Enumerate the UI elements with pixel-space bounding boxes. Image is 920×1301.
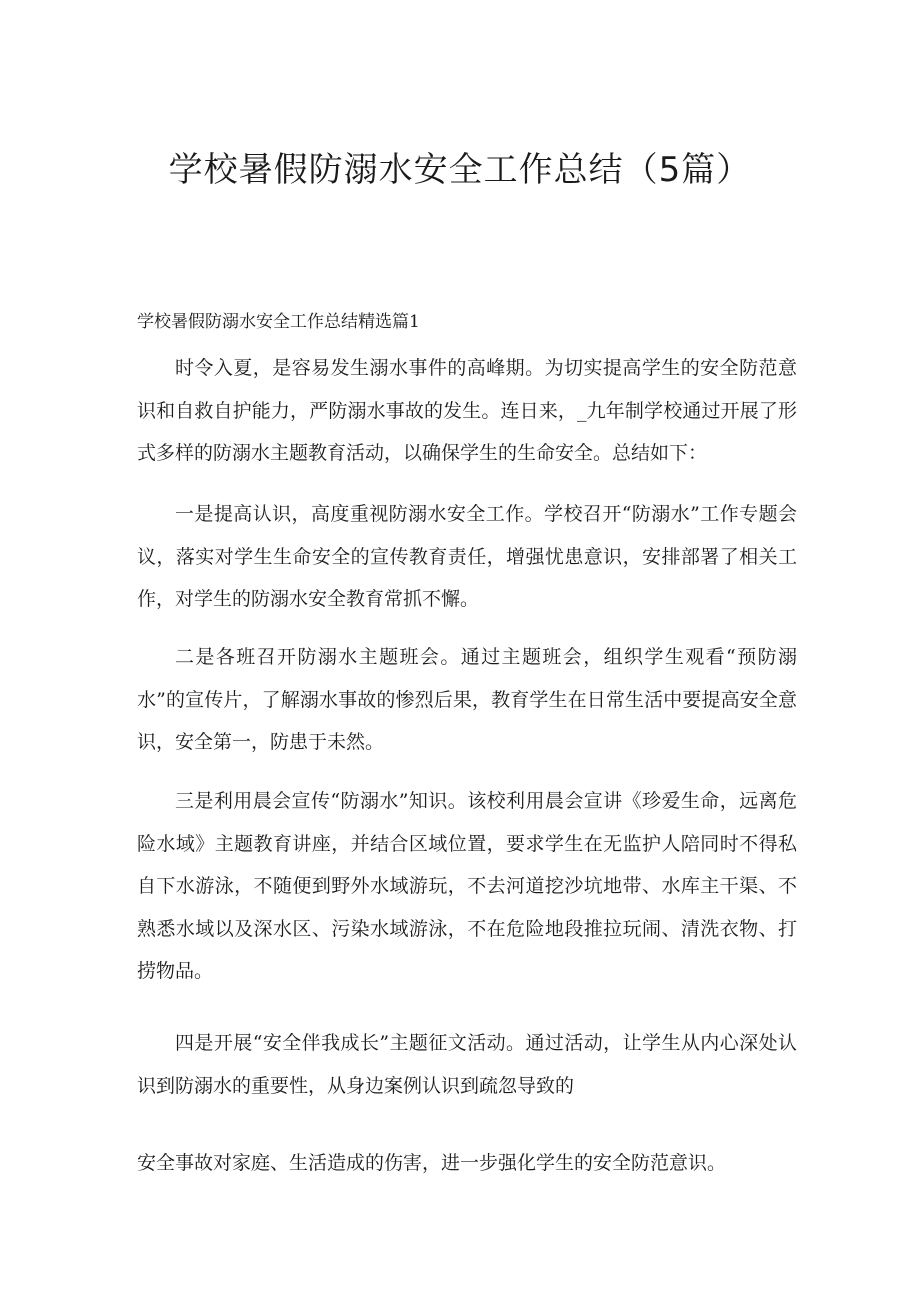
paragraph-point-3: 三是利用晨会宣传“防溺水”知识。该校利用晨会宣讲《珍爱生命，远离危险水域》主题教育讲座，并结合区域位置，要求学生在无监护人陪同时不得私自下水游泳，不随便到野外水域游玩，不去河道挖沙坑地带、水库主干渠、不熟悉水域以及深水区、污染水域游泳，不在危险地段推拉玩闹、清洗衣物、打捞物品。	[137, 790, 797, 982]
paragraph-point-1: 一是提高认识，高度重视防溺水安全工作。学校召开“防溺水”工作专题会议，落实对学生生命安全的宣传教育责任，增强忧患意识，安排部署了相关工作，对学生的防溺水安全教育常抓不懈。	[137, 503, 797, 610]
paragraph-point-2: 二是各班召开防溺水主题班会。通过主题班会，组织学生观看“预防溺水”的宣传片，了解溺水事故的惨烈后果，教育学生在日常生活中要提高安全意识，安全第一，防患于未然。	[137, 646, 797, 753]
section-heading: 学校暑假防溺水安全工作总结精选篇1	[137, 312, 420, 332]
paragraph-continuation: 安全事故对家庭、生活造成的伤害，进一步强化学生的安全防范意识。	[137, 1152, 727, 1174]
paragraph-intro: 时令入夏，是容易发生溺水事件的高峰期。为切实提高学生的安全防范意识和自救自护能力，严防溺水事故的发生。连日来，_九年制学校通过开展了形式多样的防溺水主题教育活动，以确保学生的生命安全。总结如下：	[137, 357, 797, 464]
document-title: 学校暑假防溺水安全工作总结（5篇）	[168, 150, 752, 190]
paragraph-point-4: 四是开展“安全伴我成长”主题征文活动。通过活动，让学生从内心深处认识到防溺水的重要性，从身边案例认识到疏忽导致的	[137, 1032, 797, 1097]
